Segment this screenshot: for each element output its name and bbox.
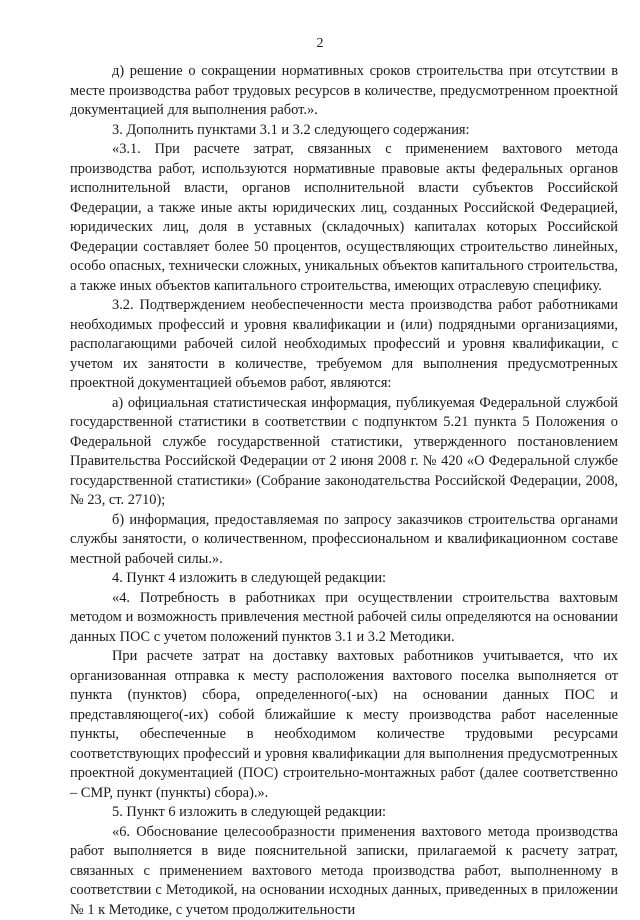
- paragraph-item-3: 3. Дополнить пунктами 3.1 и 3.2 следующего содержания:: [70, 121, 618, 141]
- paragraph-subitem-b: б) информация, предоставляемая по запросу заказчиков строительства органами службы занятости, о количественном, профессиональном и квалификационном составе местной рабочей силы.».: [70, 511, 618, 570]
- paragraph-item-4: 4. Пункт 4 изложить в следующей редакции:: [70, 569, 618, 589]
- paragraph-item-4-continued: При расчете затрат на доставку вахтовых работников учитывается, что их организованная отправка к месту расположения вахтового поселка выполняется от пункта (пунктов) сбора, определенного(-ых) на основании данных ПОС и представляющего(-их) собой ближайшие к месту производства работ населенные пункты, обеспеченные в необходимом количестве трудовыми ресурсами соответствующих профессий и уровня квалификации для выполнения предусмотренных проектной документацией (ПОС) строительно-монтажных работ (далее соответственно – СМР, пункт (пункты) сбора).».: [70, 647, 618, 803]
- paragraph-item-3-1: «3.1. При расчете затрат, связанных с применением вахтового метода производства работ, используются нормативные правовые акты федеральных органов исполнительной власти, органов исполнительной власти субъектов Российской Федерации, а также иные акты юридических лиц, созданных Российской Федерацией, юридических лиц, доля в уставных (складочных) капиталах которых Российской Федерации составляет более 50 процентов, осуществляющих строительство линейных, особо опасных, технически сложных, уникальных объектов капитального строительства, а также иных объектов капитального строительства, имеющих отраслевую специфику.: [70, 140, 618, 296]
- paragraph-subitem-a: а) официальная статистическая информация, публикуемая Федеральной службой государственной статистики в соответствии с подпунктом 5.21 пункта 5 Положения о Федеральной службе государственной статистики, утвержденного постановлением Правительства Российской Федерации от 2 июня 2008 г. № 420 «О Федеральной службе государственной статистики» (Собрание законодательства Российской Федерации, 2008, № 23, ст. 2710);: [70, 394, 618, 511]
- document-body: [70, 62, 618, 920]
- paragraph-item-6-text: «6. Обоснование целесообразности применения вахтового метода производства работ выполняется в виде пояснительной записки, прилагаемой к расчету затрат, связанных с применением вахтового метода производства работ, выполненному в соответствии с Методикой, на основании исходных данных, приведенных в приложении № 1 к Методике, с учетом продолжительности: [70, 823, 618, 920]
- paragraph-subitem-d: д) решение о сокращении нормативных сроков строительства при отсутствии в месте производства работ трудовых ресурсов в количестве, предусмотренном проектной документацией для выполнения работ.».: [70, 62, 618, 121]
- paragraph-item-3-2: 3.2. Подтверждением необеспеченности места производства работ работниками необходимых профессий и уровня квалификации и (или) подрядными организациями, располагающими рабочей силой необходимых профессий и уровня квалификации, с учетом их занятости в количестве, требуемом для выполнения предусмотренных проектной документацией объемов работ, являются:: [70, 296, 618, 394]
- page-number: 2: [0, 36, 640, 52]
- paragraph-item-5: 5. Пункт 6 изложить в следующей редакции:: [70, 803, 618, 823]
- paragraph-item-4-text: «4. Потребность в работниках при осуществлении строительства вахтовым методом и возможность привлечения местной рабочей силы определяются на основании данных ПОС с учетом положений пунктов 3.1 и 3.2 Методики.: [70, 589, 618, 648]
